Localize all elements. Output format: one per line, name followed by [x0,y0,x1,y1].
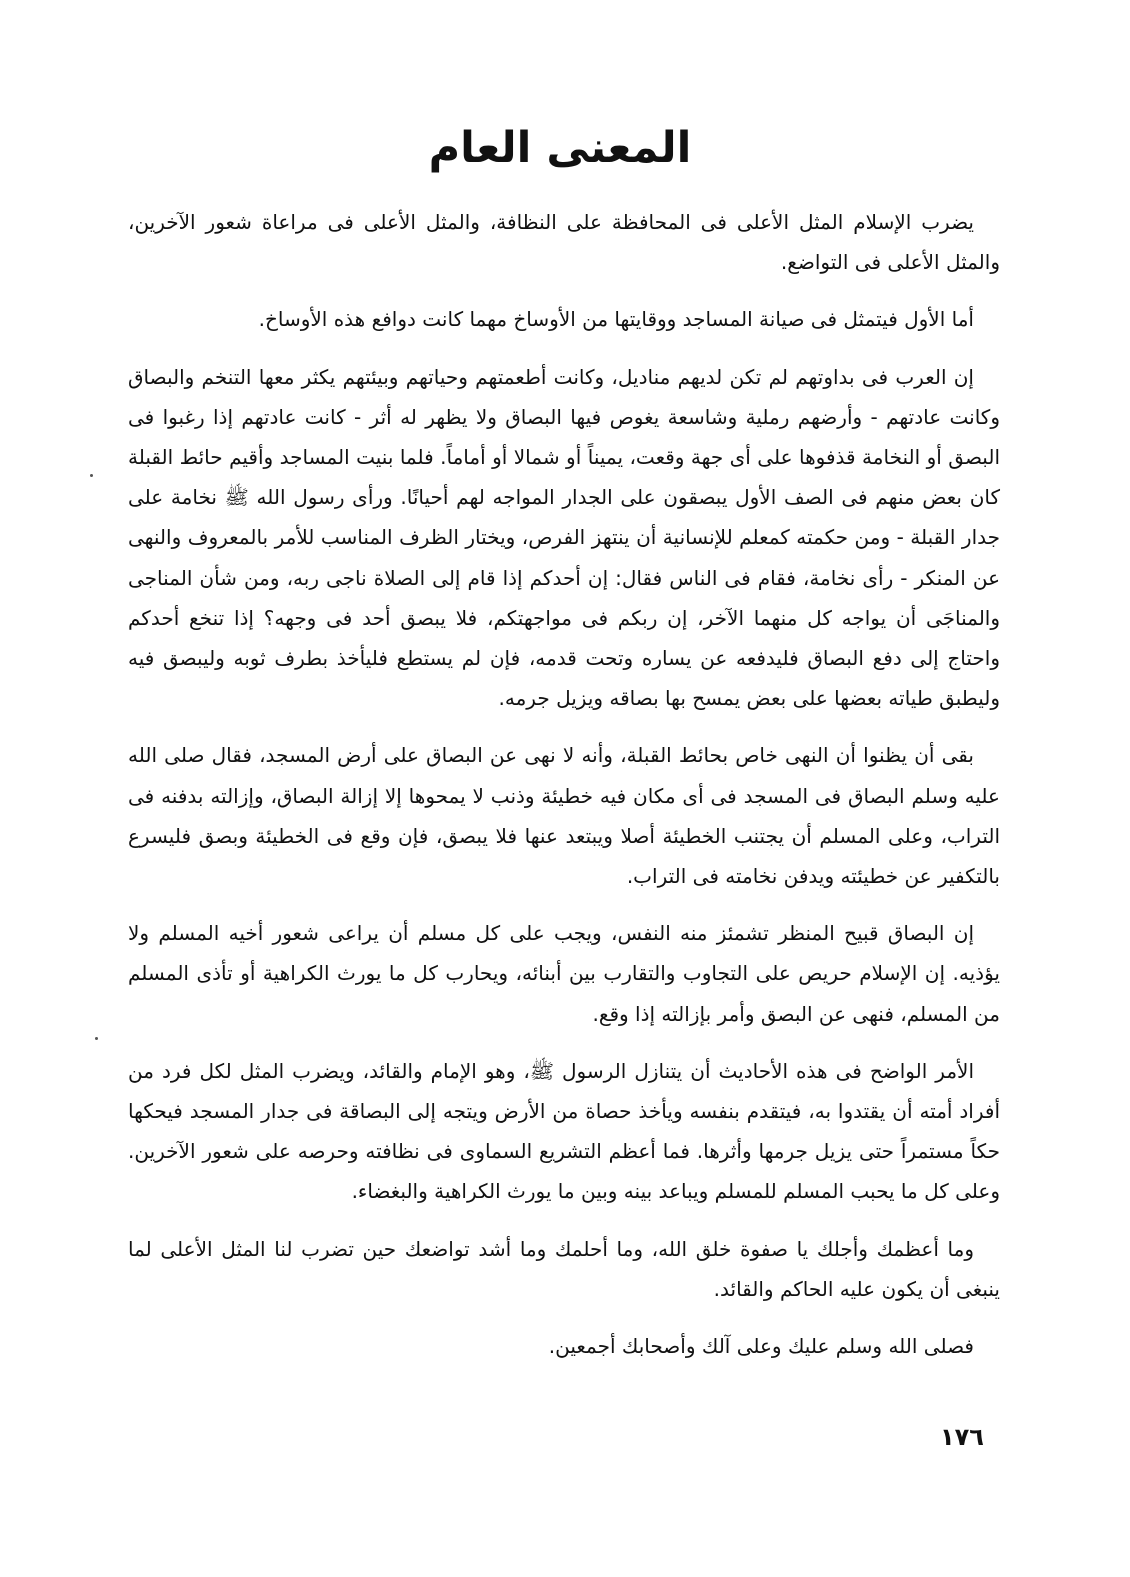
body-text [128,202,1000,1383]
scan-speck [90,474,93,477]
page-number: ١٧٦ [940,1423,984,1451]
paragraph-7: وما أعظمك وأجلك يا صفوة خلق الله، وما أحلمك وما أشد تواضعك حين تضرب لنا المثل الأعلى لما ينبغى أن يكون عليه الحاكم والقائد. [128,1236,1000,1301]
paragraph-3: إن العرب فى بداوتهم لم تكن لديهم مناديل، وكانت أطعمتهم وحياتهم وبيئتهم يكثر معها التنخم والبصاق وكانت عادتهم - وأرضهم رملية وشاسعة يغوص فيها البصاق ولا يظهر له أثر - كانت عادتهم إذا رغبوا فى البصق أو النخامة قذفوها على أى جهة وقعت، يميناً أو شمالا أو أماماً. فلما بنيت المساجد وأقيم حائط القبلة كان بعض منهم فى الصف الأول يبصقون على الجدار المواجه لهم أحيانًا. ورأى رسول الله ﷺ نخامة على جدار القبلة - ومن حكمته كمعلم للإنسانية أن ينتهز الفرص، ويختار الظرف المناسب للأمر بالمعروف والنهى عن المنكر - رأى نخامة، فقام فى الناس فقال: إن أحدكم إذا قام إلى الصلاة ناجى ربه، ومن شأن المناجى والمناجَى أن يواجه كل منهما الآخر، إن ربكم فى مواجهتكم، فلا يبصق أحد فى وجهه؟ إذا تنخع أحدكم واحتاج إلى دفع البصاق فليدفعه عن يساره وتحت قدمه، فإن لم يستطع فليأخذ بطرف ثوبه وليبصق فيه وليطبق طياته بعضها على بعض يمسح بها بصاقه ويزيل جرمه. [128,364,1000,711]
page-title: المعنى العام [428,123,692,173]
paragraph-2: أما الأول فيتمثل فى صيانة المساجد ووقايتها من الأوساخ مهما كانت دوافع هذه الأوساخ. [258,307,974,332]
paragraph-4: بقى أن يظنوا أن النهى خاص بحائط القبلة، وأنه لا نهى عن البصاق على أرض المسجد، فقال صلى الله عليه وسلم البصاق فى المسجد فى أى مكان فيه خطيئة وذنب لا يمحوها إلا إزالة البصاق، وإزالته بدفنه فى التراب، وعلى المسلم أن يجتنب الخطيئة أصلا ويبتعد عنها فلا يبصق، فإن وقع فى الخطيئة وبصق فليسرع بالتكفير عن خطيئته ويدفن نخامته فى التراب. [128,743,1000,889]
scan-speck [95,1037,98,1040]
paragraph-5: إن البصاق قبيح المنظر تشمئز منه النفس، ويجب على كل مسلم أن يراعى شعور أخيه المسلم ولا يؤذيه. إن الإسلام حريص على التجاوب والتقارب بين أبنائه، ويحارب كل ما يورث الكراهية أو تأذى المسلم من المسلم، فنهى عن البصق وأمر بإزالته إذا وقع. [128,921,1000,1026]
paragraph-8: فصلى الله وسلم عليك وعلى آلك وأصحابك أجمعين. [548,1334,974,1359]
paragraph-6: الأمر الواضح فى هذه الأحاديث أن يتنازل الرسول ﷺ، وهو الإمام والقائد، ويضرب المثل لكل فرد من أفراد أمته أن يقتدوا به، فيتقدم بنفسه ويأخذ حصاة من الأرض ويتجه إلى البصاقة فى جدار المسجد فيحكها حكاً مستمراً حتى يزيل جرمها وأثرها. فما أعظم التشريع السماوى فى نظافته وحرصه على شعور الآخرين. وعلى كل ما يحبب المسلم للمسلم ويباعد بينه وبين ما يورث الكراهية والبغضاء. [128,1058,1000,1204]
paragraph-1: يضرب الإسلام المثل الأعلى فى المحافظة على النظافة، والمثل الأعلى فى مراعاة شعور الآخرين، والمثل الأعلى فى التواضع. [128,210,1000,275]
